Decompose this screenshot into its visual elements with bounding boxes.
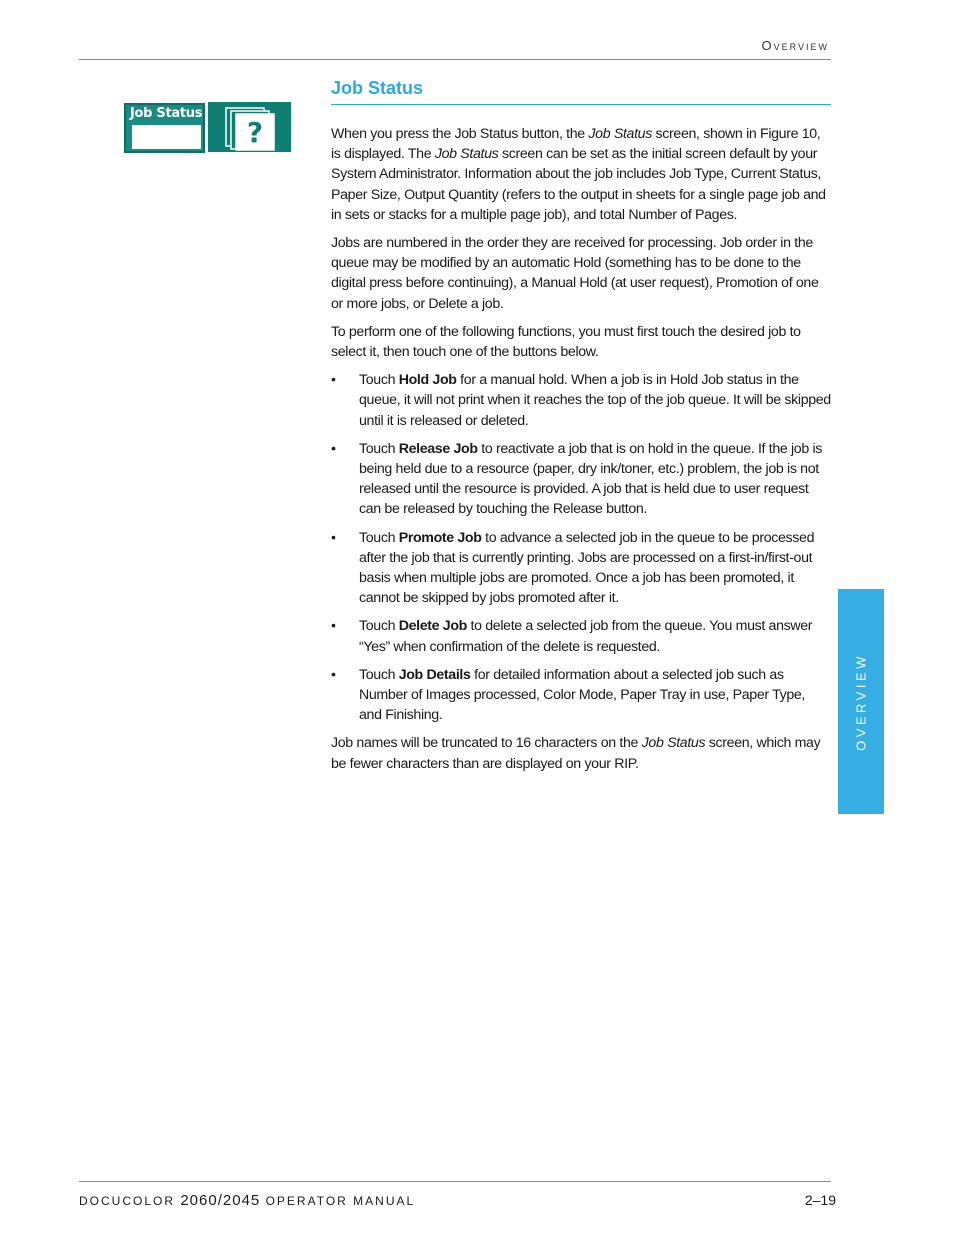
chapter-side-tab-label: OVERVIEW <box>853 652 869 751</box>
body-text <box>331 124 831 782</box>
paragraph-functions: To perform one of the following functions, you must first touch the desired job to select it, then touch one of the buttons below. <box>331 323 801 361</box>
job-status-button-icon <box>124 103 205 153</box>
job-status-button-label: Job Status <box>130 106 203 121</box>
paragraph-job-order: Jobs are numbered in the order they are received for processing. Job order in the queue may be modified by an automatic Hold (something has to be done to the digital press before continuing), a Manual Hold (at user request), Promotion of one or more jobs, or Delete a job. <box>331 235 819 312</box>
job-status-button-field <box>132 125 201 149</box>
bullet-release-job: • Touch Release Job to reactivate a job that is on hold in the queue. If the job is being held due to a resource (paper, dry ink/toner, etc.) problem, the job is not released until the resource is provided. A job that is held due to user request can be released by touching the Release button. <box>331 440 823 518</box>
paragraph-job-names: Job names will be truncated to 16 characters on the Job Status screen, which may be fewer characters than are displayed on your RIP. <box>331 735 821 772</box>
footer-manual-title: DOCUCOLOR 2060/2045 OPERATOR MANUAL <box>79 1192 416 1209</box>
running-header: Overview <box>761 38 829 53</box>
bullet-delete-job: • Touch Delete Job to delete a selected job from the queue. You must answer “Yes” when confirmation of the delete is requested. <box>331 618 813 655</box>
svg-text:?: ? <box>246 116 264 149</box>
bullet-job-details: • Touch Job Details for detailed information about a selected job such as Number of Images processed, Color Mode, Paper Tray in use, Paper Type, and Finishing. <box>331 666 806 724</box>
bullet-promote-job: • Touch Promote Job to advance a selected job in the queue to be processed after the job that is currently printing. Jobs are processed on a first-in/first-out basis when multiple jobs are promoted. Once a job has been promoted, it cannot be skipped by jobs promoted after it. <box>331 529 815 607</box>
paragraph-intro: When you press the Job Status button, the Job Status screen, shown in Figure 10, is displayed. The Job Status screen can be set as the initial screen default by your System Administrator. Information about the job includes Job Type, Current Status, Paper Size, Output Quantity (refers to the output in sheets for a single page job and in sets or stacks for a multiple page job), and total Number of Pages. <box>331 126 826 223</box>
page-number: 2–19 <box>804 1192 836 1208</box>
section-heading: Job Status <box>331 78 424 98</box>
footer-rule <box>79 1181 831 1182</box>
bullet-hold-job: • Touch Hold Job for a manual hold. When a job is in Hold Job status in the queue, it will not print when it reaches the top of the job queue. It will be skipped until it is released or deleted. <box>331 372 831 429</box>
section-rule <box>331 104 831 105</box>
job-stack-question-icon <box>208 102 291 152</box>
chapter-side-tab <box>838 589 884 814</box>
header-rule <box>79 59 831 60</box>
